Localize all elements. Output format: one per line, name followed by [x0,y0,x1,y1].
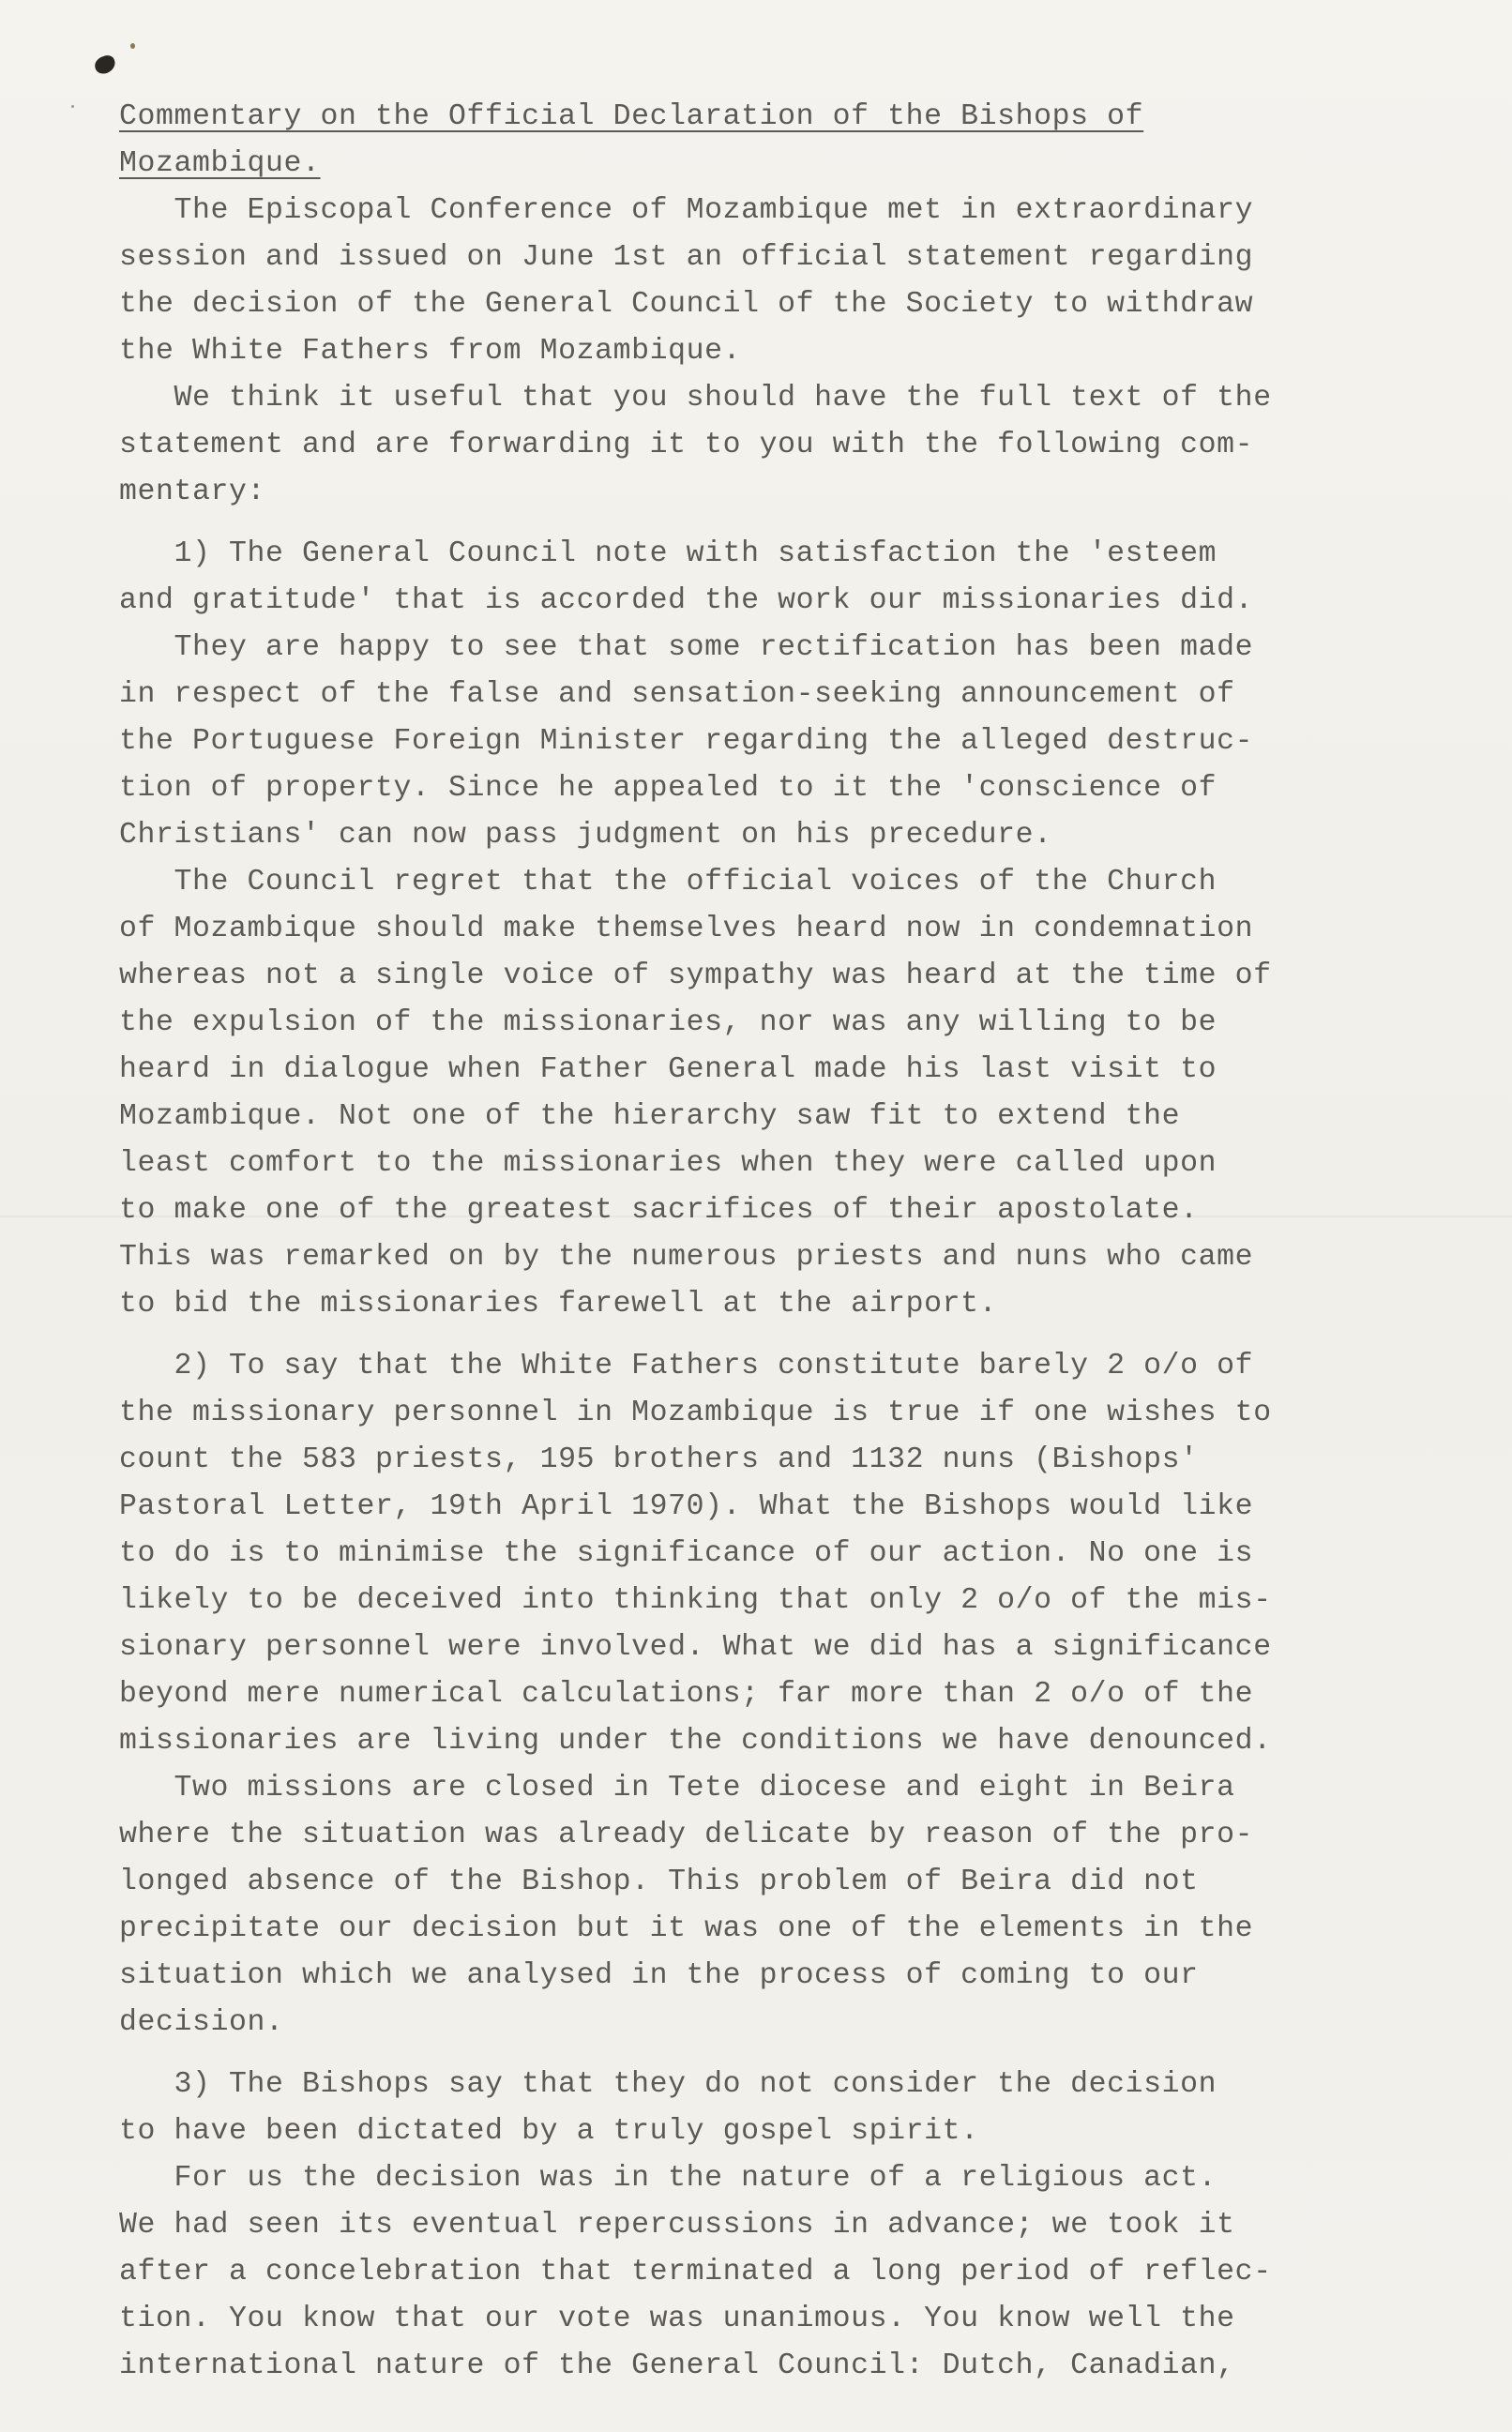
text-line: 1) The General Council note with satisfaction the 'esteem [119,537,1217,570]
text-line: decision. [119,2006,284,2039]
text-line: mentary: [119,476,266,508]
text-line: to have been dictated by a truly gospel spirit. [119,2115,979,2148]
paragraph [119,2062,1367,2155]
text-line: The Council regret that the official voices of the Church [119,866,1217,899]
text-line: The Episcopal Conference of Mozambique met in extraordinary [119,194,1254,227]
text-line: count the 583 priests, 195 brothers and 1132 nuns (Bishops' [119,1443,1199,1476]
paragraph [119,531,1367,625]
section-gap [119,1328,1367,1343]
text-line: after a concelebration that terminated a long period of reflec- [119,2256,1272,2288]
text-line: where the situation was already delicate by reason of the pro- [119,1819,1254,1851]
document-title-line-2: Mozambique. [119,147,321,180]
text-line: session and issued on June 1st an official statement regarding [119,241,1254,274]
ink-speck [130,43,135,49]
text-line: of Mozambique should make themselves heard now in condemnation [119,913,1254,945]
document-body [119,94,1367,2390]
paragraph [119,375,1367,516]
text-line: Two missions are closed in Tete diocese and eight in Beira [119,1772,1235,1805]
text-line: 2) To say that the White Fathers constitute barely 2 o/o of [119,1350,1254,1382]
text-line: Pastoral Letter, 19th April 1970). What the Bishops would like [119,1490,1254,1523]
text-line: least comfort to the missionaries when they were called upon [119,1147,1217,1180]
text-line: beyond mere numerical calculations; far more than 2 o/o of the [119,1678,1254,1711]
text-line: We had seen its eventual repercussions in advance; we took it [119,2209,1235,2242]
text-line: situation which we analysed in the process of coming to our [119,1959,1199,1992]
text-line: precipitate our decision but it was one of the elements in the [119,1912,1254,1945]
text-line: Christians' can now pass judgment on his precedure. [119,819,1052,852]
text-line: the Portuguese Foreign Minister regarding the alleged destruc- [119,725,1254,758]
document-title-line-1: Commentary on the Official Declaration of the Bishops of [119,100,1144,133]
text-line: to do is to minimise the significance of our action. No one is [119,1537,1254,1570]
paragraph [119,2155,1367,2390]
text-line: heard in dialogue when Father General made his last visit to [119,1053,1217,1086]
text-line: the missionary personnel in Mozambique is true if one wishes to [119,1397,1272,1429]
section-gap [119,516,1367,531]
text-line: 3) The Bishops say that they do not consider the decision [119,2068,1217,2101]
text-line: likely to be deceived into thinking that only 2 o/o of the mis- [119,1584,1272,1617]
paragraph [119,188,1367,375]
text-line: This was remarked on by the numerous priests and nuns who came [119,1241,1254,1274]
ink-speck-small [71,105,74,108]
text-line: the expulsion of the missionaries, nor was any willing to be [119,1006,1217,1039]
text-line: in respect of the false and sensation-seeking announcement of [119,678,1235,711]
paragraph [119,859,1367,1328]
text-line: tion of property. Since he appealed to it the 'conscience of [119,772,1217,805]
text-line: the White Fathers from Mozambique. [119,335,742,368]
text-line: the decision of the General Council of the Society to withdraw [119,288,1254,321]
text-line: sionary personnel were involved. What we did has a significance [119,1631,1272,1664]
text-line: and gratitude' that is accorded the work our missionaries did. [119,584,1254,617]
ink-blot [93,53,118,76]
text-line: to bid the missionaries farewell at the airport. [119,1288,998,1321]
text-line: Mozambique. Not one of the hierarchy saw fit to extend the [119,1100,1181,1133]
text-line: We think it useful that you should have the full text of the [119,382,1272,415]
text-line: missionaries are living under the conditions we have denounced. [119,1725,1272,1758]
text-line: whereas not a single voice of sympathy was heard at the time of [119,959,1272,992]
text-line: international nature of the General Council: Dutch, Canadian, [119,2349,1235,2382]
text-line: to make one of the greatest sacrifices of their apostolate. [119,1194,1199,1227]
text-line: longed absence of the Bishop. This problem of Beira did not [119,1866,1199,1898]
text-line: tion. You know that our vote was unanimous. You know well the [119,2303,1235,2335]
text-line: statement and are forwarding it to you with the following com- [119,429,1254,461]
paragraphs [119,188,1367,2390]
paragraph [119,1765,1367,2047]
text-line: They are happy to see that some rectification has been made [119,631,1254,664]
section-gap [119,2047,1367,2062]
paragraph [119,625,1367,859]
paragraph [119,1343,1367,1765]
text-line: For us the decision was in the nature of a religious act. [119,2162,1217,2195]
